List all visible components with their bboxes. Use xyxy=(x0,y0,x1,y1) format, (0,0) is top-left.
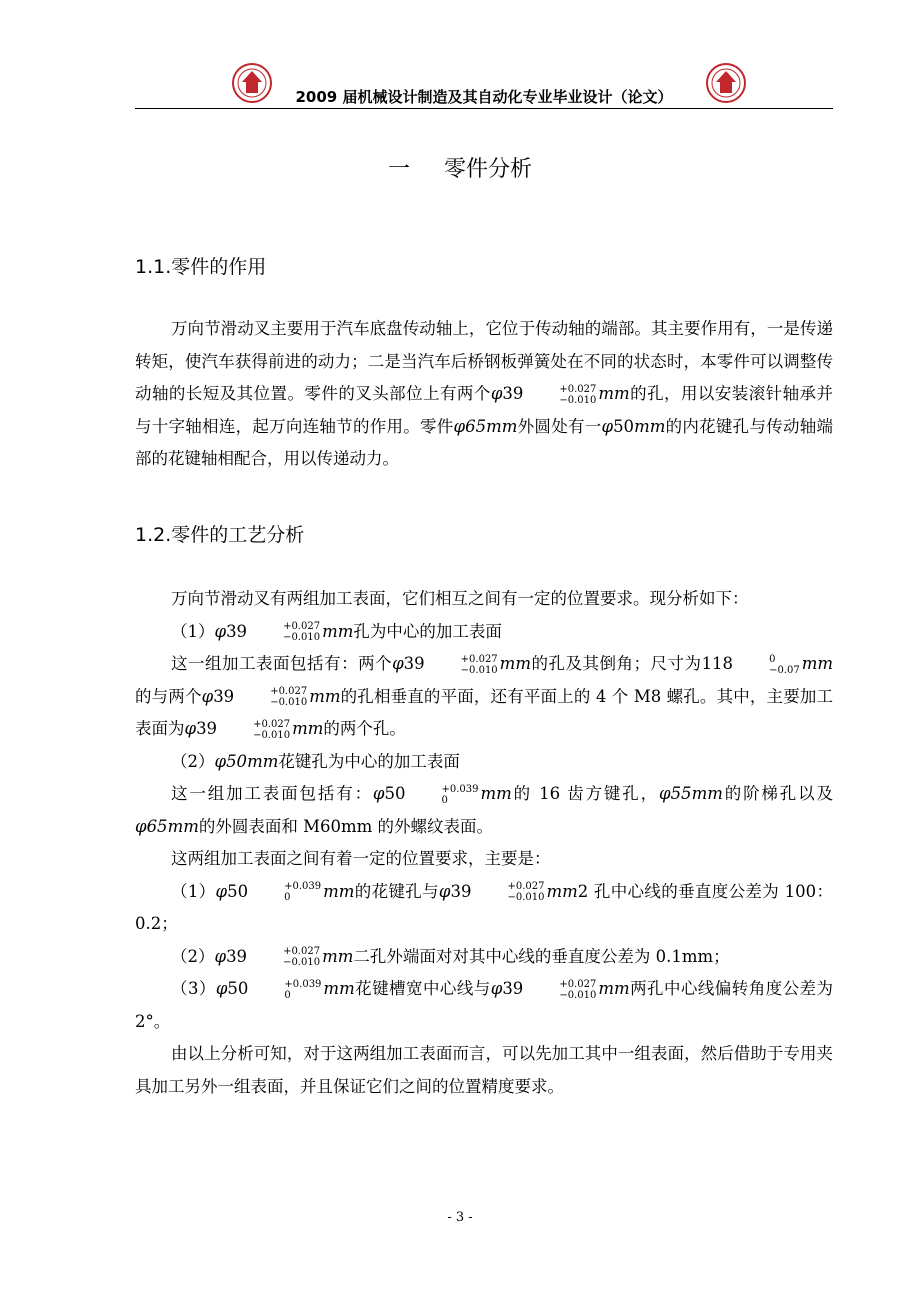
requirement-2: （2）φ39 +0.027 −0.010 mm二孔外端面对对其中心线的垂直度公差为 0.1mm； xyxy=(171,946,730,968)
conclusion-paragraph: 由以上分析可知，对于这两组加工表面而言，可以先加工其中一组表面，然后借助于专用夹具加工另外一组表面，并且保证它们之间的位置精度要求。 xyxy=(135,1044,833,1096)
requirement-1: （1）φ50 +0.039 0 mm的花键孔与φ39 +0.027 −0.010 mm2 孔中心线的垂直度公差为 100：0.2； xyxy=(135,881,834,933)
chapter-title: 零件分析 xyxy=(444,157,533,182)
group-1-description: 这一组加工表面包括有：两个φ39 +0.027 −0.010 mm的孔及其倒角；尺寸为118 0 −0.07 mm的与两个φ39 +0.027 −0.010 mm的孔相垂直的平面，还有平面上的 4 个 M8 螺孔。其中，主要加工表面为φ39 +0.027 −0.010 mm的两个孔。 xyxy=(135,653,834,741)
paragraph: 万向节滑动叉主要用于汽车底盘传动轴上，它位于传动轴的端部。其主要作用有，一是传递转矩，使汽车获得前进的动力；二是当汽车后桥钢板弹簧处在不同的状态时，本零件可以调整传动轴的长短及其位置。零件的叉头部位上有两个φ39 +0.027 −0.010 mm的孔，用以安装滚针轴承并与十字轴相连，起万向连轴节的作用。零件φ65mm外圆处有一φ50mm的内花键孔与传动轴端部的花键轴相配合，用以传递动力。 xyxy=(135,319,834,468)
requirement-3: （3）φ50 +0.039 0 mm花键槽宽中心线与φ39 +0.027 −0.010 mm两孔中心线偏转角度公差为2°。 xyxy=(135,978,834,1031)
header-divider xyxy=(135,108,833,109)
header-title: 2009 届机械设计制造及其自动化专业毕业设计（论文） xyxy=(295,88,673,106)
chapter-number: 一 xyxy=(387,157,410,182)
section-1-1-body xyxy=(135,313,833,476)
page-number: - 3 - xyxy=(447,1210,473,1225)
section-1-2-body xyxy=(135,583,833,1103)
group-2-description: 这一组加工表面包括有：φ50 +0.039 0 mm的 16 齿方键孔，φ55mm的阶梯孔以及φ65mm的外圆表面和 M60mm 的外螺纹表面。 xyxy=(135,783,833,836)
group-1-title: （1）φ39 +0.027 −0.010 mm孔为中心的加工表面 xyxy=(171,621,502,643)
group-2-title: （2）φ50mm花键孔为中心的加工表面 xyxy=(171,751,460,771)
section-heading-1-1: 1.1.零件的作用 xyxy=(135,256,267,278)
paragraph: 万向节滑动叉有两组加工表面，它们相互之间有一定的位置要求。现分析如下： xyxy=(171,589,749,608)
section-heading-1-2: 1.2.零件的工艺分析 xyxy=(135,524,305,546)
requirements-intro: 这两组加工表面之间有着一定的位置要求，主要是： xyxy=(171,849,551,868)
chapter-heading xyxy=(0,152,920,183)
page-header xyxy=(135,62,833,108)
